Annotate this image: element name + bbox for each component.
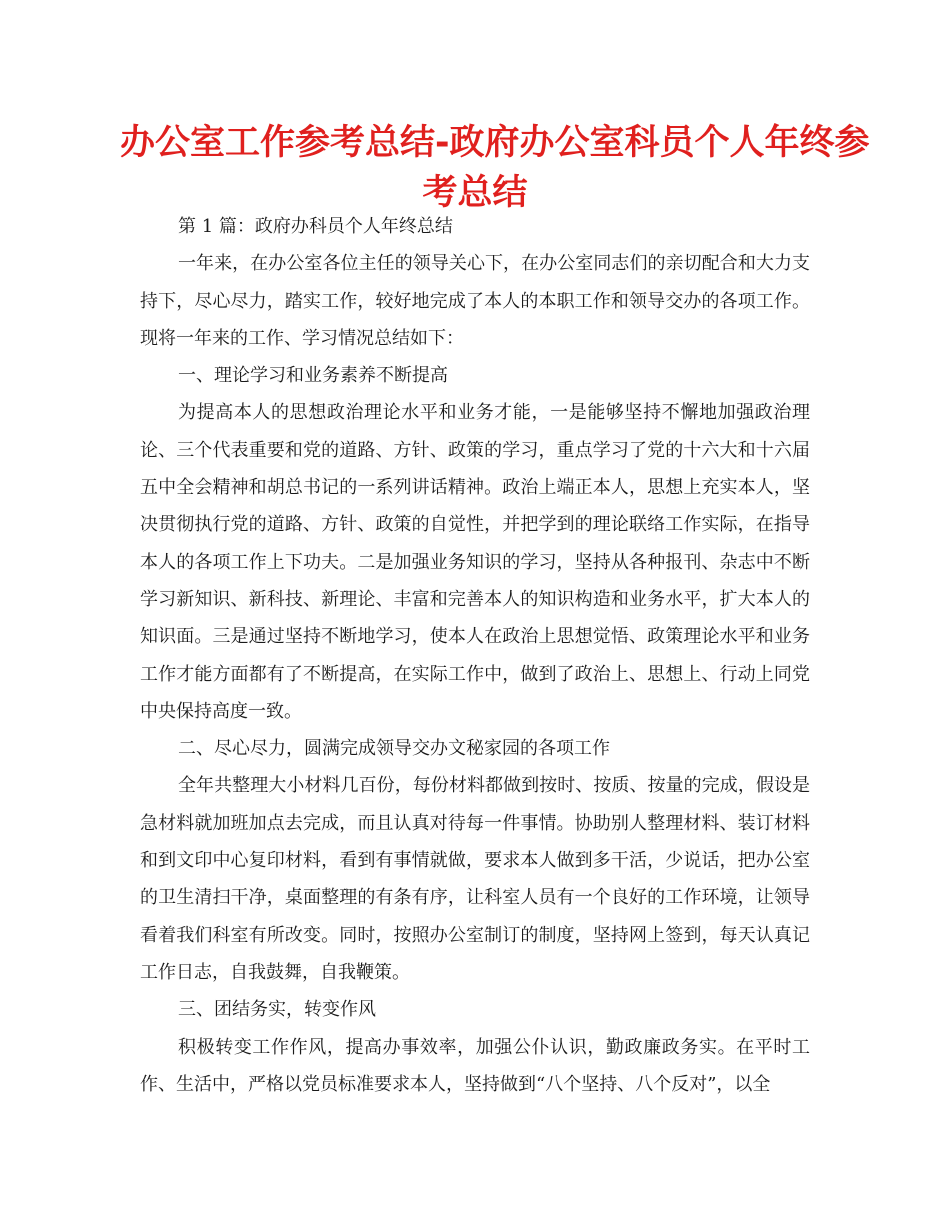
section-paragraph-3: 积极转变工作作风，提高办事效率，加强公仆认识，勤政廉政务实。在平时工作、生活中，严格以党员标准要求本人，坚持做到“八个坚持、八个反对”，以全 [140, 1036, 810, 1095]
chapter-heading: 第 1 篇：政府办科员个人年终总结 [178, 216, 453, 237]
document-body [140, 208, 810, 1103]
section-paragraph-2: 全年共整理大小材料几百份，每份材料都做到按时、按质、按量的完成，假设是急材料就加班加点去完成，而且认真对待每一件事情。协助别人整理材料、装订材料和到文印中心复印材料，看到有事情就做，要求本人做到多干活，少说话，把办公室的卫生清扫干净，桌面整理的有条有序，让科室人员有一个良好的工作环境，让领导看着我们科室有所改变。同时，按照办公室制订的制度，坚持网上签到，每天认真记工作日志，自我鼓舞，自我鞭策。 [140, 775, 810, 983]
section-heading-2: 二、尽心尽力，圆满完成领导交办文秘家园的各项工作 [178, 738, 610, 760]
document-title [120, 118, 870, 218]
section-heading-3: 三、团结务实，转变作风 [178, 999, 376, 1021]
intro-paragraph: 一年来，在办公室各位主任的领导关心下，在办公室同志们的亲切配合和大力支持下，尽心尽力，踏实工作，较好地完成了本人的本职工作和领导交办的各项工作。现将一年来的工作、学习情况总结如下： [140, 253, 810, 349]
title-line: 考总结 [422, 173, 528, 213]
title-line: 办公室工作参考总结-政府办公室科员个人年终参 [120, 123, 870, 163]
section-heading-1: 一、理论学习和业务素养不断提高 [178, 365, 448, 387]
section-paragraph-1: 为提高本人的思想政治理论水平和业务才能，一是能够坚持不懈地加强政治理论、三个代表重要和党的道路、方针、政策的学习，重点学习了党的十六大和十六届五中全会精神和胡总书记的一系列讲话精神。政治上端正本人，思想上充实本人，坚决贯彻执行党的道路、方针、政策的自觉性，并把学到的理论联络工作实际，在指导本人的各项工作上下功夫。二是加强业务知识的学习，坚持从各种报刊、杂志中不断学习新知识、新科技、新理论、丰富和完善本人的知识构造和业务水平，扩大本人的知识面。三是通过坚持不断地学习，使本人在政治上思想觉悟、政策理论水平和业务工作才能方面都有了不断提高，在实际工作中，做到了政治上、思想上、行动上同党中央保持高度一致。 [140, 402, 810, 722]
